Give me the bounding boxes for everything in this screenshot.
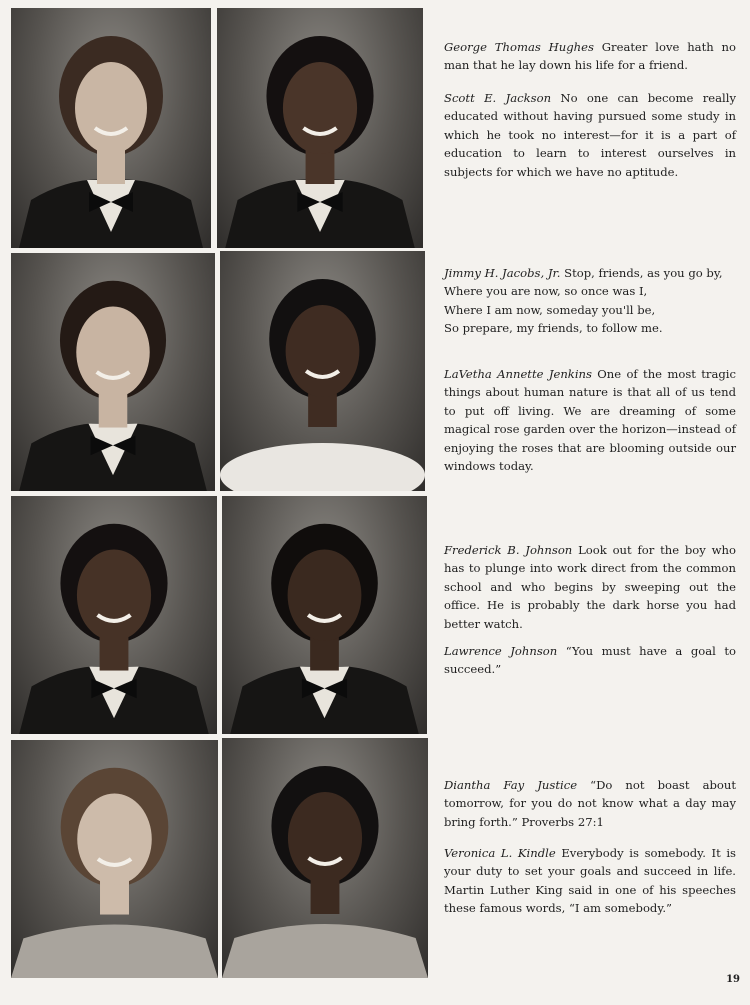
portrait-photo <box>11 253 215 491</box>
portrait-photo <box>11 740 218 978</box>
drape-shape <box>11 924 218 978</box>
quote-text: Everybody is somebody. It is your duty to set your goals and succeed in life. Martin Luther King said in one of his speeches these famous words, “I am somebody.” <box>444 846 737 916</box>
boa-shape <box>220 443 425 491</box>
quote-text: “You must have a goal to succeed.” <box>444 644 737 677</box>
quote-text: “Do not boast about tomorrow, for you do not know what a day may bring forth.” Proverbs 27:1 <box>444 778 737 829</box>
student-name: George Thomas Hughes <box>444 40 594 54</box>
senior-quote <box>444 89 736 181</box>
portrait-photo <box>11 496 217 734</box>
face-shape <box>77 550 151 641</box>
senior-quote <box>444 541 736 633</box>
student-name: Scott E. Jackson <box>444 91 552 105</box>
portrait-photo <box>220 251 425 491</box>
senior-quote <box>444 264 736 338</box>
poem-line: Where I am now, someday you'll be, <box>444 302 656 317</box>
student-name: Lawrence Johnson <box>444 644 558 658</box>
poem-line: Stop, friends, as you go by, <box>564 266 723 280</box>
portrait-silhouette <box>217 8 423 248</box>
poem-line: So prepare, my friends, to follow me. <box>444 321 663 336</box>
student-name: Frederick B. Johnson <box>444 543 573 557</box>
senior-quote <box>444 365 736 475</box>
portrait-silhouette <box>222 496 427 734</box>
quote-text: One of the most tragic things about human nature is that all of us tend to put off living. We are dreaming of some magical rose garden over the horizon—instead of enjoying the roses that are blooming outside our windows today. <box>444 367 736 474</box>
face-shape <box>286 305 360 397</box>
portrait-silhouette <box>11 740 218 978</box>
face-shape <box>288 550 362 641</box>
senior-quote <box>444 642 736 679</box>
portrait-photo <box>222 496 427 734</box>
senior-quote <box>444 776 736 831</box>
quote-text: Greater love hath no man that he lay down his life for a friend. <box>444 40 736 73</box>
face-shape <box>76 307 149 398</box>
face-shape <box>288 792 362 884</box>
drape-shape <box>222 924 428 978</box>
senior-quotes-column <box>444 0 736 1005</box>
portrait-silhouette <box>11 8 211 248</box>
portrait-photo <box>222 738 428 978</box>
senior-quote <box>444 38 736 75</box>
portrait-photo <box>11 8 211 248</box>
student-name: Veronica L. Kindle <box>444 846 556 860</box>
quote-text: No one can become really educated without having pursued some study in which he took no interest—for it is a part of education to learn to interest ourselves in subjects for which we have no aptitude. <box>444 91 737 179</box>
student-name: Diantha Fay Justice <box>444 778 578 792</box>
quote-text: Look out for the boy who has to plunge into work direct from the common school and who begins by sweeping out the office. He is probably the dark horse you had better watch. <box>444 543 736 631</box>
senior-quote <box>444 844 736 918</box>
portrait-silhouette <box>11 253 215 491</box>
face-shape <box>283 62 357 154</box>
portrait-photo <box>217 8 423 248</box>
poem-line: Where you are now, so once was I, <box>444 284 648 299</box>
student-name: Jimmy H. Jacobs, Jr. <box>444 266 561 280</box>
portrait-silhouette <box>220 251 425 491</box>
face-shape <box>75 62 147 154</box>
page-number: 19 <box>726 974 740 985</box>
portrait-silhouette <box>11 496 217 734</box>
student-name: LaVetha Annette Jenkins <box>444 367 592 381</box>
face-shape <box>77 794 152 885</box>
portrait-silhouette <box>222 738 428 978</box>
